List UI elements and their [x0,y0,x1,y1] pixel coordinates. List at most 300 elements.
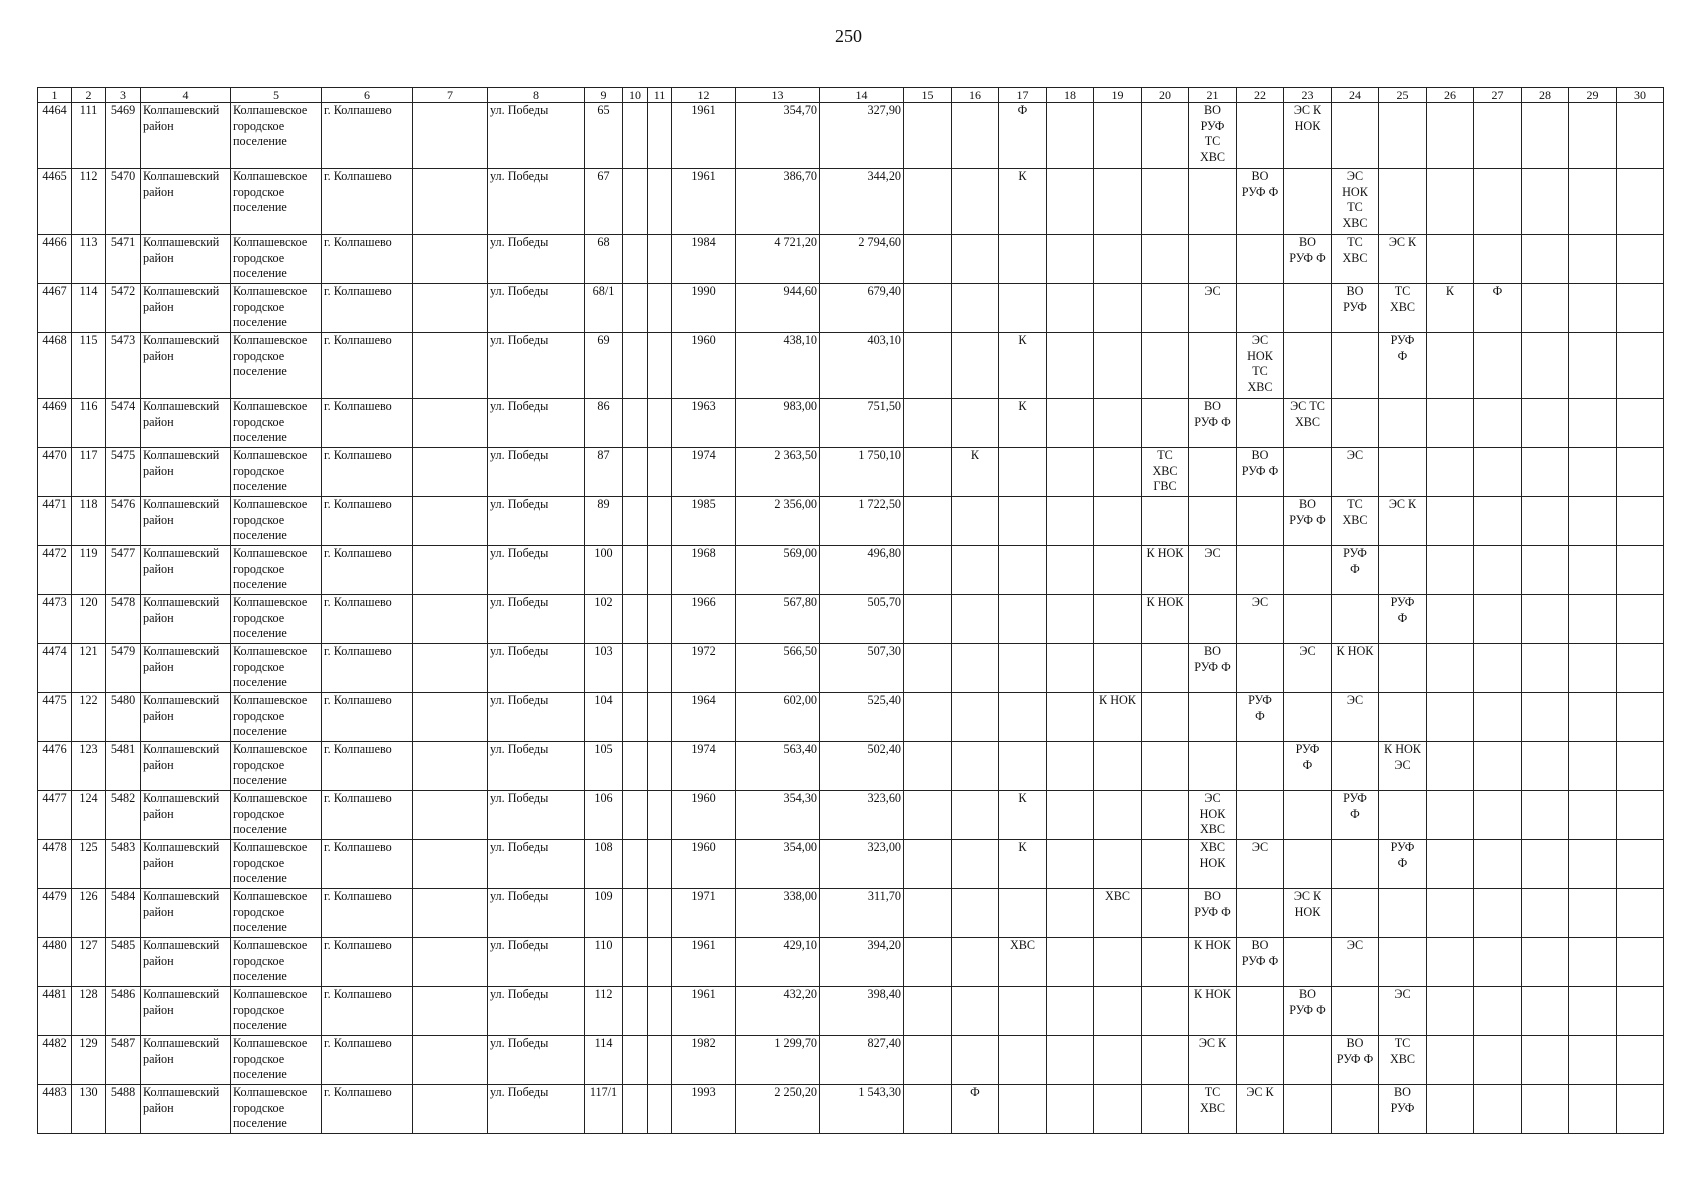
cell-col-25 [1379,103,1427,169]
cell-col-7 [413,497,488,546]
cell-col-27 [1474,644,1522,693]
cell-col-7 [413,889,488,938]
column-number-4: 4 [141,88,231,103]
cell-col-20 [1142,889,1189,938]
cell-col-11 [648,235,672,284]
cell-col-19 [1094,333,1142,399]
cell-col-5: Колпашевское городское поселение [231,103,322,169]
cell-col-28 [1522,497,1569,546]
cell-col-15 [904,1036,952,1085]
cell-col-12: 1966 [672,595,736,644]
table-row [38,497,1664,546]
cell-col-18 [1047,103,1094,169]
cell-col-6: г. Колпашево [322,103,413,169]
cell-col-5: Колпашевское городское поселение [231,742,322,791]
cell-col-5: Колпашевское городское поселение [231,987,322,1036]
cell-col-20 [1142,169,1189,235]
cell-col-18 [1047,987,1094,1036]
cell-col-22 [1237,987,1284,1036]
cell-col-20: К НОК [1142,546,1189,595]
cell-col-11 [648,448,672,497]
cell-col-1: 4472 [38,546,72,595]
cell-col-10 [623,1036,648,1085]
cell-col-28 [1522,235,1569,284]
column-number-21: 21 [1189,88,1237,103]
cell-col-5: Колпашевское городское поселение [231,497,322,546]
cell-col-8: ул. Победы [488,938,585,987]
cell-col-26 [1427,840,1474,889]
cell-col-28 [1522,448,1569,497]
cell-col-8: ул. Победы [488,595,585,644]
cell-col-7 [413,169,488,235]
table-row [38,1085,1664,1134]
table-row [38,840,1664,889]
cell-col-5: Колпашевское городское поселение [231,546,322,595]
cell-col-20 [1142,333,1189,399]
cell-col-3: 5487 [106,1036,141,1085]
cell-col-17 [999,742,1047,791]
cell-col-16 [952,742,999,791]
cell-col-22 [1237,791,1284,840]
cell-col-19 [1094,987,1142,1036]
cell-col-24 [1332,595,1379,644]
cell-col-10 [623,333,648,399]
cell-col-29 [1569,595,1617,644]
cell-col-27 [1474,889,1522,938]
cell-col-12: 1961 [672,169,736,235]
cell-col-30 [1617,987,1664,1036]
cell-col-3: 5477 [106,546,141,595]
column-number-13: 13 [736,88,820,103]
cell-col-1: 4468 [38,333,72,399]
cell-col-28 [1522,742,1569,791]
cell-col-30 [1617,693,1664,742]
cell-col-30 [1617,1036,1664,1085]
cell-col-29 [1569,693,1617,742]
cell-col-5: Колпашевское городское поселение [231,333,322,399]
cell-col-9: 87 [585,448,623,497]
cell-col-3: 5486 [106,987,141,1036]
cell-col-10 [623,103,648,169]
cell-col-14: 1 722,50 [820,497,904,546]
cell-col-25: РУФ Ф [1379,840,1427,889]
cell-col-2: 120 [72,595,106,644]
column-number-29: 29 [1569,88,1617,103]
table-row [38,169,1664,235]
cell-col-4: Колпашевский район [141,448,231,497]
cell-col-23 [1284,840,1332,889]
cell-col-21 [1189,333,1237,399]
cell-col-4: Колпашевский район [141,693,231,742]
cell-col-24: К НОК [1332,644,1379,693]
cell-col-25: ЭС К [1379,497,1427,546]
cell-col-18 [1047,1085,1094,1134]
cell-col-3: 5488 [106,1085,141,1134]
cell-col-25: ЭС [1379,987,1427,1036]
cell-col-10 [623,693,648,742]
cell-col-23: ВО РУФ Ф [1284,235,1332,284]
cell-col-18 [1047,791,1094,840]
cell-col-21 [1189,497,1237,546]
cell-col-22: ЭС НОК ТС ХВС [1237,333,1284,399]
column-number-26: 26 [1427,88,1474,103]
cell-col-30 [1617,889,1664,938]
cell-col-30 [1617,103,1664,169]
cell-col-14: 507,30 [820,644,904,693]
cell-col-16 [952,1036,999,1085]
cell-col-13: 338,00 [736,889,820,938]
cell-col-12: 1968 [672,546,736,595]
cell-col-8: ул. Победы [488,333,585,399]
cell-col-16 [952,399,999,448]
cell-col-23: ЭС [1284,644,1332,693]
cell-col-13: 567,80 [736,595,820,644]
cell-col-26 [1427,235,1474,284]
column-number-19: 19 [1094,88,1142,103]
cell-col-4: Колпашевский район [141,399,231,448]
cell-col-5: Колпашевское городское поселение [231,840,322,889]
cell-col-7 [413,103,488,169]
cell-col-13: 1 299,70 [736,1036,820,1085]
cell-col-4: Колпашевский район [141,333,231,399]
cell-col-14: 751,50 [820,399,904,448]
cell-col-21: ХВС НОК [1189,840,1237,889]
cell-col-18 [1047,333,1094,399]
cell-col-4: Колпашевский район [141,595,231,644]
cell-col-26 [1427,742,1474,791]
cell-col-8: ул. Победы [488,987,585,1036]
cell-col-29 [1569,840,1617,889]
cell-col-8: ул. Победы [488,497,585,546]
column-number-1: 1 [38,88,72,103]
cell-col-26 [1427,399,1474,448]
cell-col-22: РУФ Ф [1237,693,1284,742]
cell-col-9: 89 [585,497,623,546]
cell-col-26 [1427,889,1474,938]
cell-col-21: ТС ХВС [1189,1085,1237,1134]
cell-col-13: 438,10 [736,333,820,399]
cell-col-7 [413,284,488,333]
cell-col-27 [1474,235,1522,284]
cell-col-19 [1094,840,1142,889]
cell-col-29 [1569,644,1617,693]
cell-col-18 [1047,889,1094,938]
cell-col-12: 1993 [672,1085,736,1134]
cell-col-10 [623,399,648,448]
cell-col-19 [1094,644,1142,693]
cell-col-19 [1094,791,1142,840]
cell-col-11 [648,693,672,742]
cell-col-6: г. Колпашево [322,497,413,546]
cell-col-18 [1047,169,1094,235]
cell-col-2: 124 [72,791,106,840]
cell-col-11 [648,791,672,840]
cell-col-16 [952,791,999,840]
cell-col-16 [952,284,999,333]
cell-col-21 [1189,235,1237,284]
cell-col-10 [623,284,648,333]
cell-col-21: ЭС К [1189,1036,1237,1085]
cell-col-10 [623,889,648,938]
cell-col-11 [648,644,672,693]
cell-col-21 [1189,693,1237,742]
cell-col-20 [1142,742,1189,791]
cell-col-21: ВО РУФ Ф [1189,399,1237,448]
cell-col-6: г. Колпашево [322,448,413,497]
cell-col-23 [1284,1036,1332,1085]
cell-col-8: ул. Победы [488,399,585,448]
cell-col-5: Колпашевское городское поселение [231,1085,322,1134]
cell-col-13: 983,00 [736,399,820,448]
cell-col-1: 4469 [38,399,72,448]
cell-col-5: Колпашевское городское поселение [231,791,322,840]
cell-col-29 [1569,399,1617,448]
cell-col-28 [1522,546,1569,595]
cell-col-14: 502,40 [820,742,904,791]
cell-col-23 [1284,938,1332,987]
cell-col-26 [1427,546,1474,595]
cell-col-12: 1974 [672,448,736,497]
cell-col-9: 86 [585,399,623,448]
cell-col-6: г. Колпашево [322,938,413,987]
cell-col-1: 4477 [38,791,72,840]
cell-col-27 [1474,399,1522,448]
cell-col-29 [1569,235,1617,284]
cell-col-12: 1963 [672,399,736,448]
cell-col-24: РУФ Ф [1332,546,1379,595]
cell-col-29 [1569,333,1617,399]
cell-col-19 [1094,1085,1142,1134]
cell-col-12: 1960 [672,840,736,889]
cell-col-12: 1985 [672,497,736,546]
table-row [38,791,1664,840]
cell-col-30 [1617,742,1664,791]
cell-col-26 [1427,938,1474,987]
cell-col-15 [904,644,952,693]
column-number-6: 6 [322,88,413,103]
cell-col-17: К [999,399,1047,448]
cell-col-22: ЭС [1237,595,1284,644]
cell-col-12: 1971 [672,889,736,938]
cell-col-29 [1569,938,1617,987]
cell-col-16 [952,546,999,595]
cell-col-9: 65 [585,103,623,169]
cell-col-1: 4474 [38,644,72,693]
column-number-15: 15 [904,88,952,103]
table-row [38,938,1664,987]
column-number-22: 22 [1237,88,1284,103]
cell-col-22 [1237,546,1284,595]
cell-col-27 [1474,840,1522,889]
cell-col-2: 114 [72,284,106,333]
cell-col-4: Колпашевский район [141,235,231,284]
column-number-24: 24 [1332,88,1379,103]
cell-col-20: К НОК [1142,595,1189,644]
cell-col-18 [1047,284,1094,333]
cell-col-1: 4470 [38,448,72,497]
cell-col-15 [904,284,952,333]
cell-col-15 [904,889,952,938]
cell-col-10 [623,938,648,987]
cell-col-8: ул. Победы [488,235,585,284]
cell-col-7 [413,987,488,1036]
cell-col-24 [1332,889,1379,938]
cell-col-30 [1617,169,1664,235]
cell-col-6: г. Колпашево [322,169,413,235]
cell-col-23 [1284,1085,1332,1134]
cell-col-29 [1569,546,1617,595]
cell-col-21: ЭС [1189,546,1237,595]
cell-col-25: РУФ Ф [1379,333,1427,399]
cell-col-23 [1284,284,1332,333]
cell-col-26 [1427,1085,1474,1134]
cell-col-28 [1522,644,1569,693]
cell-col-25: РУФ Ф [1379,595,1427,644]
cell-col-2: 130 [72,1085,106,1134]
cell-col-13: 944,60 [736,284,820,333]
cell-col-20 [1142,1085,1189,1134]
cell-col-20 [1142,399,1189,448]
table-row [38,333,1664,399]
cell-col-28 [1522,693,1569,742]
cell-col-13: 2 363,50 [736,448,820,497]
cell-col-22: ЭС К [1237,1085,1284,1134]
cell-col-21: ЭС НОК ХВС [1189,791,1237,840]
cell-col-14: 1 750,10 [820,448,904,497]
cell-col-27: Ф [1474,284,1522,333]
column-number-2: 2 [72,88,106,103]
cell-col-13: 2 356,00 [736,497,820,546]
cell-col-16 [952,595,999,644]
cell-col-20: ТС ХВС ГВС [1142,448,1189,497]
page-number: 250 [835,26,862,46]
cell-col-18 [1047,497,1094,546]
table-body [38,103,1664,1134]
cell-col-22 [1237,497,1284,546]
cell-col-4: Колпашевский район [141,742,231,791]
cell-col-22 [1237,889,1284,938]
cell-col-18 [1047,1036,1094,1085]
cell-col-11 [648,333,672,399]
cell-col-22: ВО РУФ Ф [1237,169,1284,235]
cell-col-30 [1617,840,1664,889]
cell-col-4: Колпашевский район [141,546,231,595]
cell-col-3: 5470 [106,169,141,235]
cell-col-10 [623,448,648,497]
cell-col-22 [1237,284,1284,333]
cell-col-30 [1617,1085,1664,1134]
cell-col-14: 827,40 [820,1036,904,1085]
cell-col-2: 127 [72,938,106,987]
column-number-25: 25 [1379,88,1427,103]
cell-col-13: 354,30 [736,791,820,840]
cell-col-25 [1379,399,1427,448]
cell-col-6: г. Колпашево [322,595,413,644]
cell-col-22 [1237,1036,1284,1085]
cell-col-6: г. Колпашево [322,235,413,284]
cell-col-16 [952,938,999,987]
table-row [38,1036,1664,1085]
cell-col-2: 128 [72,987,106,1036]
cell-col-14: 327,90 [820,103,904,169]
cell-col-4: Колпашевский район [141,987,231,1036]
cell-col-29 [1569,1085,1617,1134]
cell-col-4: Колпашевский район [141,169,231,235]
table-row [38,644,1664,693]
cell-col-5: Колпашевское городское поселение [231,169,322,235]
cell-col-6: г. Колпашево [322,546,413,595]
cell-col-13: 566,50 [736,644,820,693]
cell-col-24: ЭС [1332,448,1379,497]
cell-col-28 [1522,840,1569,889]
housing-register-table [37,87,1664,1134]
cell-col-12: 1961 [672,103,736,169]
cell-col-15 [904,546,952,595]
cell-col-7 [413,399,488,448]
cell-col-23: ЭС К НОК [1284,103,1332,169]
cell-col-11 [648,399,672,448]
cell-col-16 [952,497,999,546]
cell-col-23 [1284,169,1332,235]
cell-col-24 [1332,1085,1379,1134]
cell-col-29 [1569,103,1617,169]
cell-col-27 [1474,987,1522,1036]
cell-col-9: 103 [585,644,623,693]
cell-col-9: 108 [585,840,623,889]
cell-col-29 [1569,987,1617,1036]
cell-col-1: 4464 [38,103,72,169]
table-row [38,284,1664,333]
cell-col-10 [623,742,648,791]
cell-col-26 [1427,448,1474,497]
cell-col-20 [1142,840,1189,889]
cell-col-8: ул. Победы [488,1036,585,1085]
cell-col-17 [999,889,1047,938]
cell-col-24: ТС ХВС [1332,497,1379,546]
cell-col-3: 5473 [106,333,141,399]
cell-col-3: 5475 [106,448,141,497]
cell-col-21: ВО РУФ Ф [1189,644,1237,693]
cell-col-18 [1047,693,1094,742]
cell-col-8: ул. Победы [488,791,585,840]
cell-col-14: 505,70 [820,595,904,644]
cell-col-8: ул. Победы [488,169,585,235]
cell-col-15 [904,791,952,840]
cell-col-23 [1284,595,1332,644]
cell-col-23 [1284,791,1332,840]
cell-col-9: 114 [585,1036,623,1085]
cell-col-24: РУФ Ф [1332,791,1379,840]
cell-col-9: 102 [585,595,623,644]
cell-col-25: ВО РУФ [1379,1085,1427,1134]
cell-col-12: 1960 [672,791,736,840]
cell-col-12: 1961 [672,938,736,987]
cell-col-4: Колпашевский район [141,497,231,546]
cell-col-30 [1617,448,1664,497]
cell-col-26 [1427,333,1474,399]
cell-col-11 [648,1036,672,1085]
cell-col-15 [904,693,952,742]
cell-col-23 [1284,448,1332,497]
cell-col-23: ВО РУФ Ф [1284,987,1332,1036]
cell-col-4: Колпашевский район [141,284,231,333]
cell-col-4: Колпашевский район [141,103,231,169]
cell-col-25 [1379,546,1427,595]
cell-col-13: 602,00 [736,693,820,742]
cell-col-26 [1427,169,1474,235]
column-number-28: 28 [1522,88,1569,103]
cell-col-9: 112 [585,987,623,1036]
